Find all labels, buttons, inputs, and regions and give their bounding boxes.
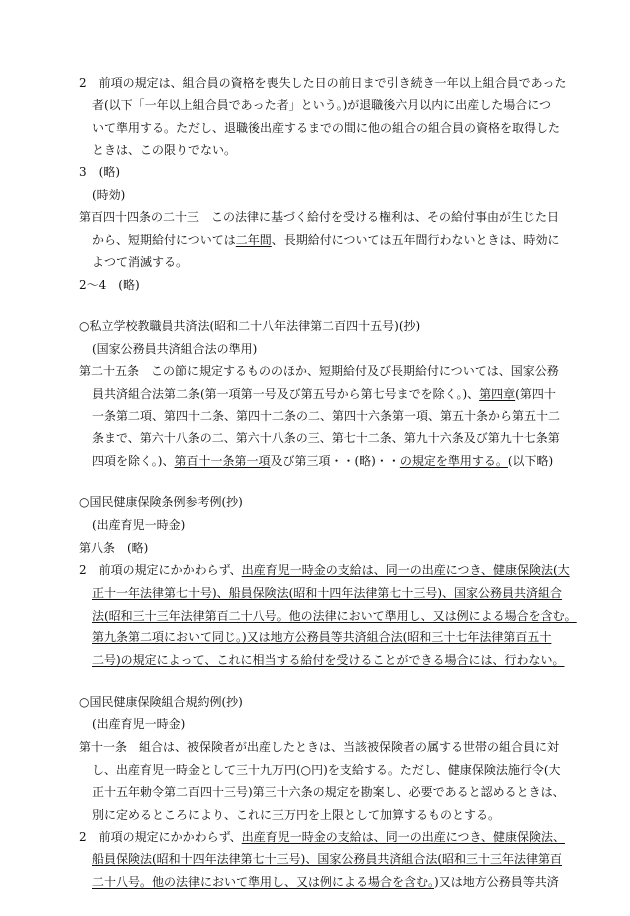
text-line bbox=[92, 254, 188, 270]
text-segment: よつて消滅する。 bbox=[92, 255, 189, 269]
text-line bbox=[92, 652, 564, 668]
text-line bbox=[79, 494, 243, 510]
text-segment: ○私立学校教職員共済法(昭和二十八年法律第二百四十五号)(抄) bbox=[79, 319, 421, 333]
text-segment: 第百四十四条の二十三 この法律に基づく給付を受ける権利は、その給付事由が生じた日 bbox=[79, 210, 560, 224]
text-line bbox=[92, 851, 562, 867]
text-line bbox=[92, 97, 551, 113]
underlined-text: 第九条第二項において同じ。)又は地方公務員等共済組合法(昭和三十七年法律第百五十 bbox=[92, 630, 552, 644]
text-line bbox=[79, 562, 570, 578]
underlined-text: 二年間 bbox=[235, 233, 272, 247]
text-line bbox=[79, 277, 140, 293]
underlined-text: 二十八号。他の法律において準用し、又は例による場合を含む。 bbox=[92, 875, 435, 889]
text-segment: ときは、この限りでない。 bbox=[92, 143, 237, 157]
text-segment: し、出産育児一時金として三十九万円(○円)を支給する。ただし、健康保険法施行令(大 bbox=[92, 763, 561, 777]
text-segment: 2～4 (略) bbox=[79, 278, 140, 292]
text-line bbox=[79, 209, 559, 225]
text-segment: 別に定めるところにより、これに三万円を上限として加算するものとする。 bbox=[92, 808, 501, 822]
underlined-text: 二号)の規定によって、これに相当する給付を受けることができる場合には、行わない。 bbox=[92, 653, 565, 667]
text-line bbox=[92, 608, 577, 624]
text-segment: 2 前項の規定は、組合員の資格を喪失した日の前日まで引き続き一年以上組合員であった bbox=[79, 76, 567, 90]
text-line bbox=[79, 363, 559, 379]
text-segment: (第四十 bbox=[515, 387, 556, 401]
text-segment: (以下略) bbox=[507, 454, 554, 468]
text-line bbox=[92, 517, 185, 533]
text-segment: 3 (略) bbox=[79, 165, 120, 179]
underlined-text: 出産育児一時金の支給は、同一の出産につき、健康保険法、 bbox=[241, 830, 565, 844]
text-line bbox=[92, 807, 500, 823]
text-line bbox=[92, 430, 560, 446]
text-line bbox=[92, 716, 185, 732]
text-segment: 第十一条 組合は、被保険者が出産したときは、当該被保険者の属する世帯の組合員に対 bbox=[79, 740, 560, 754]
text-segment: (時効) bbox=[92, 188, 126, 202]
text-line bbox=[79, 829, 565, 845]
text-segment: (出産育児一時金) bbox=[92, 717, 186, 731]
text-line bbox=[92, 187, 125, 203]
text-segment: 条まで、第六十八条の二、第六十八条の三、第七十二条、第九十六条及び第九十七条第 bbox=[92, 431, 560, 445]
text-line bbox=[92, 453, 553, 469]
underlined-text: 正十一年法律第七十号)、船員保険法(昭和十四年法律第七十三号)、国家公務員共済組合 bbox=[92, 586, 563, 600]
text-segment: 2 前項の規定にかかわらず、 bbox=[79, 830, 242, 844]
text-segment: 四項を除く。)、 bbox=[92, 454, 175, 468]
text-line bbox=[79, 75, 567, 91]
text-line bbox=[92, 784, 565, 800]
underlined-text: 第四章 bbox=[479, 387, 516, 401]
text-segment: (出産育児一時金) bbox=[92, 518, 186, 532]
underlined-text: 法(昭和三十三年法律第百二十八号。他の法律において準用し、又は例による場合を含む。 bbox=[92, 609, 577, 623]
text-segment: (国家公務員共済組合法の準用) bbox=[92, 342, 258, 356]
text-segment: ○国民健康保険組合規約例(抄) bbox=[79, 695, 243, 709]
text-segment: 一条第二項、第四十二条、第四十二条の二、第四十六条第一項、第五十条から第五十二 bbox=[92, 409, 561, 423]
text-line bbox=[92, 341, 257, 357]
text-line bbox=[92, 120, 560, 136]
underlined-text: 第百十一条第一項 bbox=[174, 454, 271, 468]
text-segment: )又は地方公務員等共済 bbox=[434, 875, 559, 889]
text-line bbox=[92, 762, 561, 778]
text-line bbox=[79, 694, 243, 710]
text-segment: 第八条 (略) bbox=[79, 541, 149, 555]
text-line bbox=[79, 739, 559, 755]
text-line bbox=[79, 318, 420, 334]
text-segment: 2 前項の規定にかかわらず、 bbox=[79, 563, 242, 577]
text-segment: ○国民健康保険条例参考例(抄) bbox=[79, 495, 243, 509]
text-line bbox=[92, 386, 556, 402]
underlined-text: の規定を準用する。 bbox=[399, 454, 508, 468]
text-segment: いて準用する。ただし、退職後出産するまでの間に他の組合の組合員の資格を取得した bbox=[92, 121, 561, 135]
text-segment: 正十五年勅令第二百四十三号)第三十六条の規定を勘案し、必要であると認めるときは、 bbox=[92, 785, 565, 799]
text-segment: 員共済組合法第二条(第一項第一号及び第五号から第七号までを除く。)、 bbox=[92, 387, 480, 401]
text-segment: 及び第三項・・(略)・・ bbox=[270, 454, 400, 468]
text-line bbox=[92, 142, 236, 158]
text-line bbox=[79, 164, 120, 180]
text-segment: 者(以下「一年以上組合員であった者」という。)が退職後六月以内に出産した場合につ bbox=[92, 98, 552, 112]
text-line bbox=[92, 585, 562, 601]
text-line bbox=[79, 540, 148, 556]
text-line bbox=[92, 874, 559, 890]
text-line bbox=[92, 408, 560, 424]
text-line bbox=[92, 232, 560, 248]
text-segment: から、短期給付については bbox=[92, 233, 236, 247]
text-segment: 、長期給付については五年間行わないときは、時効に bbox=[271, 233, 560, 247]
underlined-text: 出産育児一時金の支給は、同一の出産につき、健康保険法(大 bbox=[241, 563, 570, 577]
underlined-text: 船員保険法(昭和十四年法律第七十三号)、国家公務員共済組合法(昭和三十三年法律第百 bbox=[92, 852, 563, 866]
text-segment: 第二十五条 この節に規定するもののほか、短期給付及び長期給付については、国家公務 bbox=[79, 364, 559, 378]
text-line bbox=[92, 629, 551, 645]
